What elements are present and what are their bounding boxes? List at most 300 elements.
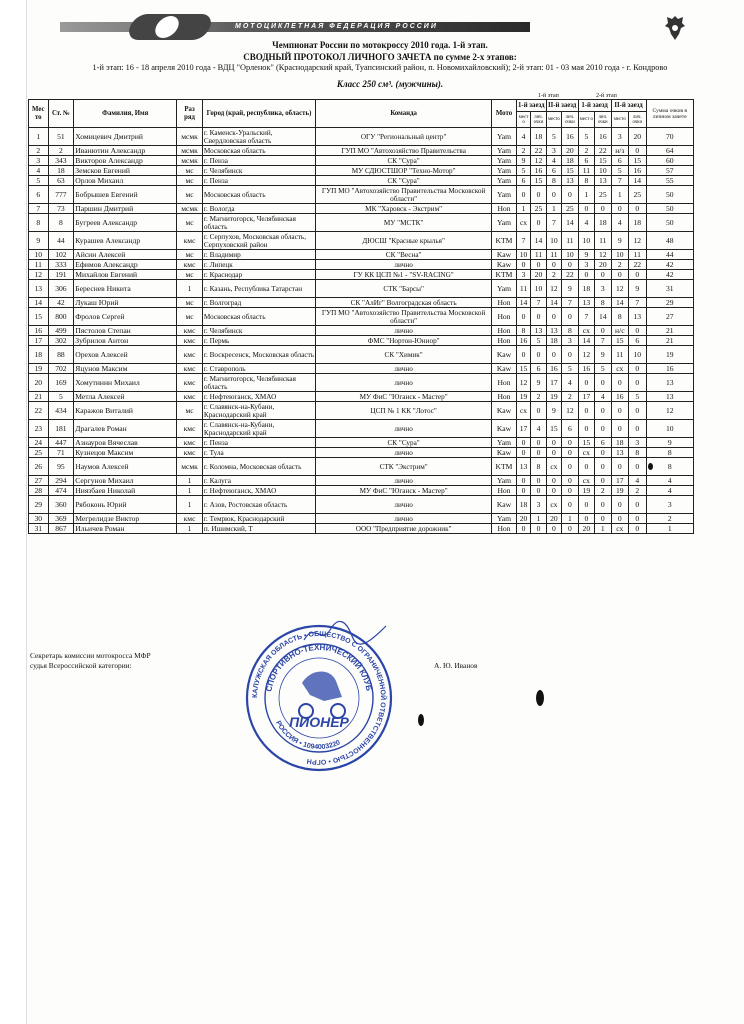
cell-s1r1pts: 13: [531, 326, 546, 336]
cell-s1r1pts: 0: [531, 448, 546, 458]
cell-place: 17: [29, 336, 49, 346]
cell-s2r1pts: 12: [595, 250, 611, 260]
cell-s1r2p: 0: [546, 448, 561, 458]
cell-s2r1p: 14: [578, 336, 594, 346]
cell-city: г. Тула: [202, 448, 315, 458]
cell-name: Орехов Алексей: [74, 346, 177, 364]
cell-s1r1p: сх: [516, 402, 530, 420]
cell-s1r2pts: 0: [562, 476, 578, 486]
cell-city: г. Азов, Ростовская область: [202, 496, 315, 514]
cell-team: МУ ФиС "Юганск - Мастер": [316, 486, 492, 496]
cell-s1r1p: 13: [516, 458, 530, 476]
cell-num: 333: [48, 260, 74, 270]
table-row: [29, 270, 694, 280]
cell-s2r2p: 3: [611, 128, 628, 146]
cell-s1r1pts: 15: [531, 176, 546, 186]
cell-s2r1p: 7: [578, 308, 594, 326]
cell-team: лично: [316, 420, 492, 438]
cell-name: Азнауров Вячеслав: [74, 438, 177, 448]
cell-s1r1pts: 22: [531, 146, 546, 156]
stages-info: 1-й этап: 16 - 18 апреля 2010 года - ВДЦ "Орленок" (Краснодарский край, Туапсинский район, п. Новомихайловский); 2-й этап: 01 - 03 мая 2010 года - г. Кондрово: [92, 63, 668, 72]
cell-place: 21: [29, 392, 49, 402]
cell-s1r2p: 5: [546, 128, 561, 146]
cell-place: 1: [29, 128, 49, 146]
cell-moto: Hon: [492, 336, 517, 346]
cell-name: Михайлов Евгений: [74, 270, 177, 280]
table-row: [29, 176, 694, 186]
cell-sum: 50: [646, 186, 693, 204]
cell-s2r2pts: 0: [629, 364, 646, 374]
cell-s1r2p: 17: [546, 374, 561, 392]
cell-s2r1p: сх: [578, 326, 594, 336]
cell-name: Береснев Никита: [74, 280, 177, 298]
cell-rank: мсмк: [177, 146, 203, 156]
table-row: [29, 486, 694, 496]
cell-team: лично: [316, 374, 492, 392]
stage1-label: 1-й этап: [538, 93, 559, 99]
ink-blot: [536, 690, 544, 706]
cell-s1r1pts: 8: [531, 458, 546, 476]
cell-team: лично: [316, 364, 492, 374]
cell-rank: кмс: [177, 326, 203, 336]
cell-team: лично: [316, 260, 492, 270]
cell-sum: 50: [646, 214, 693, 232]
cell-s1r1p: 12: [516, 374, 530, 392]
cell-s1r2p: 19: [546, 392, 561, 402]
cell-num: 18: [48, 166, 74, 176]
cell-s1r1pts: 14: [531, 232, 546, 250]
cell-s2r2p: 0: [611, 270, 628, 280]
cell-s1r2pts: 0: [562, 308, 578, 326]
table-row: [29, 438, 694, 448]
cell-city: г. Серпухов, Московская область, Серпуховский район: [202, 232, 315, 250]
cell-s2r2p: н/с: [611, 326, 628, 336]
cell-name: Ниязбаев Николай: [74, 486, 177, 496]
cell-s1r2pts: 0: [562, 524, 578, 534]
cell-s1r1p: 19: [516, 392, 530, 402]
cell-city: г. Нефтеюганск, ХМАО: [202, 486, 315, 496]
cell-s2r2p: 16: [611, 392, 628, 402]
cell-rank: 1: [177, 524, 203, 534]
cell-s2r1p: 0: [578, 496, 594, 514]
cell-place: 9: [29, 232, 49, 250]
cell-moto: Hon: [492, 486, 517, 496]
cell-s2r2pts: 0: [629, 514, 646, 524]
cell-city: г. Воскресенск, Московская область: [202, 346, 315, 364]
cell-s2r2pts: 7: [629, 298, 646, 308]
table-row: [29, 496, 694, 514]
cell-s1r2pts: 10: [562, 250, 578, 260]
ink-blot: [648, 463, 653, 470]
cell-sum: 4: [646, 486, 693, 496]
cell-s2r1pts: 5: [595, 364, 611, 374]
federation-banner: [60, 14, 530, 40]
cell-s1r2p: 7: [546, 214, 561, 232]
cell-rank: мс: [177, 250, 203, 260]
cell-s2r1p: 0: [578, 514, 594, 524]
cell-s2r1pts: 25: [595, 186, 611, 204]
results-body: [29, 128, 694, 534]
cell-team: ФМС "Нортон-Юниор": [316, 336, 492, 346]
cell-s1r1p: 1: [516, 204, 530, 214]
cell-num: 95: [48, 458, 74, 476]
cell-num: 800: [48, 308, 74, 326]
cell-s2r2p: 0: [611, 420, 628, 438]
cell-city: п. Ишимский, Т: [202, 524, 315, 534]
cell-s2r1pts: 0: [595, 496, 611, 514]
cell-s2r2pts: 15: [629, 156, 646, 166]
cell-city: Московская область: [202, 308, 315, 326]
cell-moto: Hon: [492, 392, 517, 402]
cell-num: 306: [48, 280, 74, 298]
cell-team: СК "Весна": [316, 250, 492, 260]
cell-s1r1p: 10: [516, 250, 530, 260]
cell-s1r1p: 20: [516, 514, 530, 524]
cell-s1r2p: 0: [546, 486, 561, 496]
cell-sum: 50: [646, 204, 693, 214]
cell-s1r1pts: 0: [531, 308, 546, 326]
cell-s1r1p: 15: [516, 364, 530, 374]
cell-place: 18: [29, 346, 49, 364]
cell-moto: Kaw: [492, 250, 517, 260]
cell-place: 8: [29, 214, 49, 232]
cell-s2r1p: 13: [578, 298, 594, 308]
cell-s2r2pts: 22: [629, 260, 646, 270]
cell-sum: 16: [646, 364, 693, 374]
cell-team: ГУП МО "Автохозяйство Правительства Московской области": [316, 308, 492, 326]
cell-name: Ефимов Александр: [74, 260, 177, 270]
cell-num: 294: [48, 476, 74, 486]
col-sum: Сумма очков в личном зачете: [646, 100, 693, 128]
cell-rank: кмс: [177, 260, 203, 270]
table-row: [29, 186, 694, 204]
cell-s2r1pts: 8: [595, 298, 611, 308]
cell-s1r1p: 0: [516, 486, 530, 496]
cell-rank: кмс: [177, 420, 203, 438]
cell-s1r2p: 8: [546, 176, 561, 186]
cell-rank: мс: [177, 166, 203, 176]
cell-place: 29: [29, 496, 49, 514]
cell-s2r2pts: 5: [629, 392, 646, 402]
cell-city: г. Казань, Республика Татарстан: [202, 280, 315, 298]
class-label: Класс 250 см³. (мужчины).: [336, 79, 444, 89]
cell-s1r1pts: 9: [531, 374, 546, 392]
cell-city: г. Калуга: [202, 476, 315, 486]
cell-s2r2pts: 0: [629, 402, 646, 420]
cell-s1r1p: 14: [516, 298, 530, 308]
cell-s2r2p: 18: [611, 438, 628, 448]
cell-s2r2pts: 0: [629, 270, 646, 280]
cell-rank: кмс: [177, 232, 203, 250]
cell-name: Фролов Сергей: [74, 308, 177, 326]
cell-city: Московская область: [202, 146, 315, 156]
cell-rank: мсмк: [177, 156, 203, 166]
cell-s1r1pts: 7: [531, 298, 546, 308]
cell-s2r2p: 2: [611, 260, 628, 270]
cell-s2r1p: 16: [578, 364, 594, 374]
cell-name: Викторов Александр: [74, 156, 177, 166]
cell-s2r1pts: 6: [595, 438, 611, 448]
cell-s1r2pts: 22: [562, 270, 578, 280]
cell-place: 27: [29, 476, 49, 486]
cell-city: г. Ставрополь: [202, 364, 315, 374]
cell-s1r1p: 7: [516, 232, 530, 250]
cell-s2r2pts: 6: [629, 336, 646, 346]
cell-team: СТК "Экстрим": [316, 458, 492, 476]
cell-s1r1p: 0: [516, 308, 530, 326]
cell-s1r1p: 16: [516, 336, 530, 346]
cell-place: 4: [29, 166, 49, 176]
cell-s1r2pts: 25: [562, 204, 578, 214]
cell-sum: 8: [646, 458, 693, 476]
cell-sum: 9: [646, 438, 693, 448]
cell-city: г. Темрюк, Краснодарский: [202, 514, 315, 524]
cell-s1r2pts: 0: [562, 438, 578, 448]
cell-name: Сергунов Михаил: [74, 476, 177, 486]
cell-s1r2pts: 0: [562, 448, 578, 458]
cell-moto: Yam: [492, 214, 517, 232]
table-row: [29, 336, 694, 346]
cell-s2r2pts: 0: [629, 326, 646, 336]
cell-team: ГУП МО "Автохозяйство Правительства: [316, 146, 492, 156]
cell-moto: Hon: [492, 308, 517, 326]
cell-s2r2pts: 20: [629, 128, 646, 146]
table-row: [29, 392, 694, 402]
sub-points: лич. очки: [531, 112, 546, 128]
cell-team: лично: [316, 514, 492, 524]
table-row: [29, 402, 694, 420]
cell-s2r2p: 10: [611, 250, 628, 260]
sub-place: мест о: [516, 112, 530, 128]
cell-s1r2p: 4: [546, 156, 561, 166]
cell-s2r2pts: 11: [629, 250, 646, 260]
cell-s2r1p: 0: [578, 458, 594, 476]
sub-points: лич. очки: [629, 112, 646, 128]
cell-s2r1pts: 0: [595, 326, 611, 336]
table-row: [29, 420, 694, 438]
cell-num: 8: [48, 214, 74, 232]
cell-moto: Yam: [492, 156, 517, 166]
cell-moto: KTM: [492, 270, 517, 280]
cell-num: 88: [48, 346, 74, 364]
cell-s1r1pts: 4: [531, 420, 546, 438]
cell-s1r2pts: 0: [562, 260, 578, 270]
cell-s1r1p: 17: [516, 420, 530, 438]
cell-moto: KTM: [492, 232, 517, 250]
cell-s1r1pts: 11: [531, 250, 546, 260]
cell-sum: 44: [646, 250, 693, 260]
cell-s1r1pts: 0: [531, 476, 546, 486]
cell-name: Айсин Алексей: [74, 250, 177, 260]
sub-place: место: [611, 112, 628, 128]
cell-s2r1pts: 0: [595, 458, 611, 476]
cell-s1r2pts: 0: [562, 186, 578, 204]
cell-name: Наумов Алексей: [74, 458, 177, 476]
table-row: [29, 326, 694, 336]
cell-num: 42: [48, 298, 74, 308]
cell-s2r2p: 0: [611, 402, 628, 420]
cell-s2r1pts: 13: [595, 176, 611, 186]
mfr-logo: [125, 14, 214, 40]
cell-place: 20: [29, 374, 49, 392]
cell-s1r1pts: 20: [531, 270, 546, 280]
cell-s1r2p: 1: [546, 204, 561, 214]
cell-moto: Yam: [492, 166, 517, 176]
cell-team: ДЮСШ "Красные крылья": [316, 232, 492, 250]
cell-team: лично: [316, 326, 492, 336]
cell-moto: Kaw: [492, 260, 517, 270]
cell-sum: 8: [646, 448, 693, 458]
cell-team: СК "Сура": [316, 438, 492, 448]
cell-num: 63: [48, 176, 74, 186]
cell-sum: 13: [646, 392, 693, 402]
cell-s1r1pts: 0: [531, 214, 546, 232]
cell-s1r1pts: 0: [531, 524, 546, 534]
cell-s1r2p: 11: [546, 250, 561, 260]
cell-s1r2pts: 9: [562, 280, 578, 298]
cell-s1r2p: 0: [546, 524, 561, 534]
table-row: [29, 476, 694, 486]
cell-place: 6: [29, 186, 49, 204]
cell-city: г. Коломна, Московская область: [202, 458, 315, 476]
cell-num: 302: [48, 336, 74, 346]
cell-s1r1pts: 3: [531, 496, 546, 514]
cell-s2r2p: 11: [611, 346, 628, 364]
cell-name: Драгалев Роман: [74, 420, 177, 438]
cell-team: СК "АлИг" Волгоградская область: [316, 298, 492, 308]
cell-s2r2pts: 25: [629, 186, 646, 204]
cell-place: 30: [29, 514, 49, 524]
cell-s1r2p: 10: [546, 232, 561, 250]
cell-place: 13: [29, 280, 49, 298]
cell-num: 702: [48, 364, 74, 374]
cell-city: г. Славянск-на-Кубани, Краснодарский край: [202, 420, 315, 438]
col-name: Фамилия, Имя: [74, 100, 177, 128]
secretary-title: Секретарь комиссии мотокросса МФР: [30, 651, 151, 660]
cell-s2r1pts: 7: [595, 336, 611, 346]
cell-moto: Kaw: [492, 448, 517, 458]
cell-place: 14: [29, 298, 49, 308]
cell-team: МУ "МСТК": [316, 214, 492, 232]
cell-moto: Yam: [492, 438, 517, 448]
cell-s2r1p: 10: [578, 232, 594, 250]
col-rank: Раз ряд: [177, 100, 203, 128]
cell-rank: кмс: [177, 448, 203, 458]
org-name: МОТОЦИКЛЕТНАЯ ФЕДЕРАЦИЯ РОССИИ: [235, 23, 438, 30]
cell-moto: Kaw: [492, 402, 517, 420]
sub-place: мест о: [578, 112, 594, 128]
cell-s2r1p: 12: [578, 346, 594, 364]
cell-city: г. Магнитогорск, Челябинская область: [202, 374, 315, 392]
cell-s1r2p: 3: [546, 146, 561, 156]
cell-sum: 2: [646, 514, 693, 524]
cell-s2r1p: 19: [578, 486, 594, 496]
cell-s1r1p: 5: [516, 166, 530, 176]
cell-s1r2p: сх: [546, 496, 561, 514]
cell-s1r2pts: 0: [562, 346, 578, 364]
cell-s2r1pts: 0: [595, 420, 611, 438]
cell-s1r1p: 8: [516, 326, 530, 336]
cell-city: г. Нефтеюганск, ХМАО: [202, 392, 315, 402]
cell-city: г. Волгоград: [202, 298, 315, 308]
cell-s1r2pts: 12: [562, 402, 578, 420]
cell-s1r2pts: 16: [562, 128, 578, 146]
cell-num: 181: [48, 420, 74, 438]
cell-rank: мс: [177, 298, 203, 308]
cell-s1r1p: 6: [516, 176, 530, 186]
cell-num: 369: [48, 514, 74, 524]
cell-rank: кмс: [177, 364, 203, 374]
cell-s2r1p: 0: [578, 402, 594, 420]
table-row: [29, 298, 694, 308]
cell-moto: Hon: [492, 374, 517, 392]
cell-s1r1p: 0: [516, 186, 530, 204]
table-row: [29, 156, 694, 166]
cell-sum: 60: [646, 156, 693, 166]
col-number: Ст. №: [48, 100, 74, 128]
cell-s2r1p: 15: [578, 438, 594, 448]
cell-moto: Kaw: [492, 420, 517, 438]
cell-place: 3: [29, 156, 49, 166]
cell-s1r1pts: 25: [531, 204, 546, 214]
cell-s1r2pts: 4: [562, 374, 578, 392]
cell-team: СК "Химик": [316, 346, 492, 364]
cell-num: 2: [48, 146, 74, 156]
cell-name: Хомутинин Михаил: [74, 374, 177, 392]
cell-city: г. Вологда: [202, 204, 315, 214]
cell-team: лично: [316, 476, 492, 486]
cell-s2r1p: 4: [578, 214, 594, 232]
cell-s2r2pts: 0: [629, 374, 646, 392]
cell-team: ООО "Предприятие дорожник": [316, 524, 492, 534]
cell-s2r2p: 12: [611, 280, 628, 298]
cell-place: 15: [29, 308, 49, 326]
ink-blot: [418, 714, 424, 726]
russian-eagle-emblem-icon: [663, 14, 687, 42]
cell-s2r2p: 1: [611, 186, 628, 204]
cell-s1r2p: 18: [546, 336, 561, 346]
cell-place: 24: [29, 438, 49, 448]
cell-s1r2pts: 11: [562, 232, 578, 250]
cell-s2r2pts: 0: [629, 496, 646, 514]
cell-rank: мсмк: [177, 128, 203, 146]
cell-num: 191: [48, 270, 74, 280]
cell-city: г. Челябинск: [202, 166, 315, 176]
table-row: [29, 280, 694, 298]
cell-s1r1pts: 16: [531, 166, 546, 176]
cell-city: Московская область: [202, 186, 315, 204]
cell-team: МУ СДЮСТШОР "Техно-Мотор": [316, 166, 492, 176]
cell-rank: кмс: [177, 514, 203, 524]
cell-num: 360: [48, 496, 74, 514]
cell-s1r2pts: 18: [562, 156, 578, 166]
cell-s2r2p: 6: [611, 156, 628, 166]
cell-s2r1p: 0: [578, 374, 594, 392]
cell-s2r2p: сх: [611, 524, 628, 534]
cell-place: 31: [29, 524, 49, 534]
cell-s2r2pts: 14: [629, 176, 646, 186]
table-row: [29, 250, 694, 260]
cell-place: 26: [29, 458, 49, 476]
secretary-name: А. Ю. Иванов: [434, 661, 478, 670]
cell-s1r1pts: 0: [531, 346, 546, 364]
cell-s2r2p: 0: [611, 496, 628, 514]
cell-s1r2pts: 13: [562, 176, 578, 186]
cell-s2r1pts: 0: [595, 476, 611, 486]
sub-points: лич. очки: [595, 112, 611, 128]
cell-s2r1pts: 0: [595, 204, 611, 214]
cell-s1r1pts: 12: [531, 156, 546, 166]
